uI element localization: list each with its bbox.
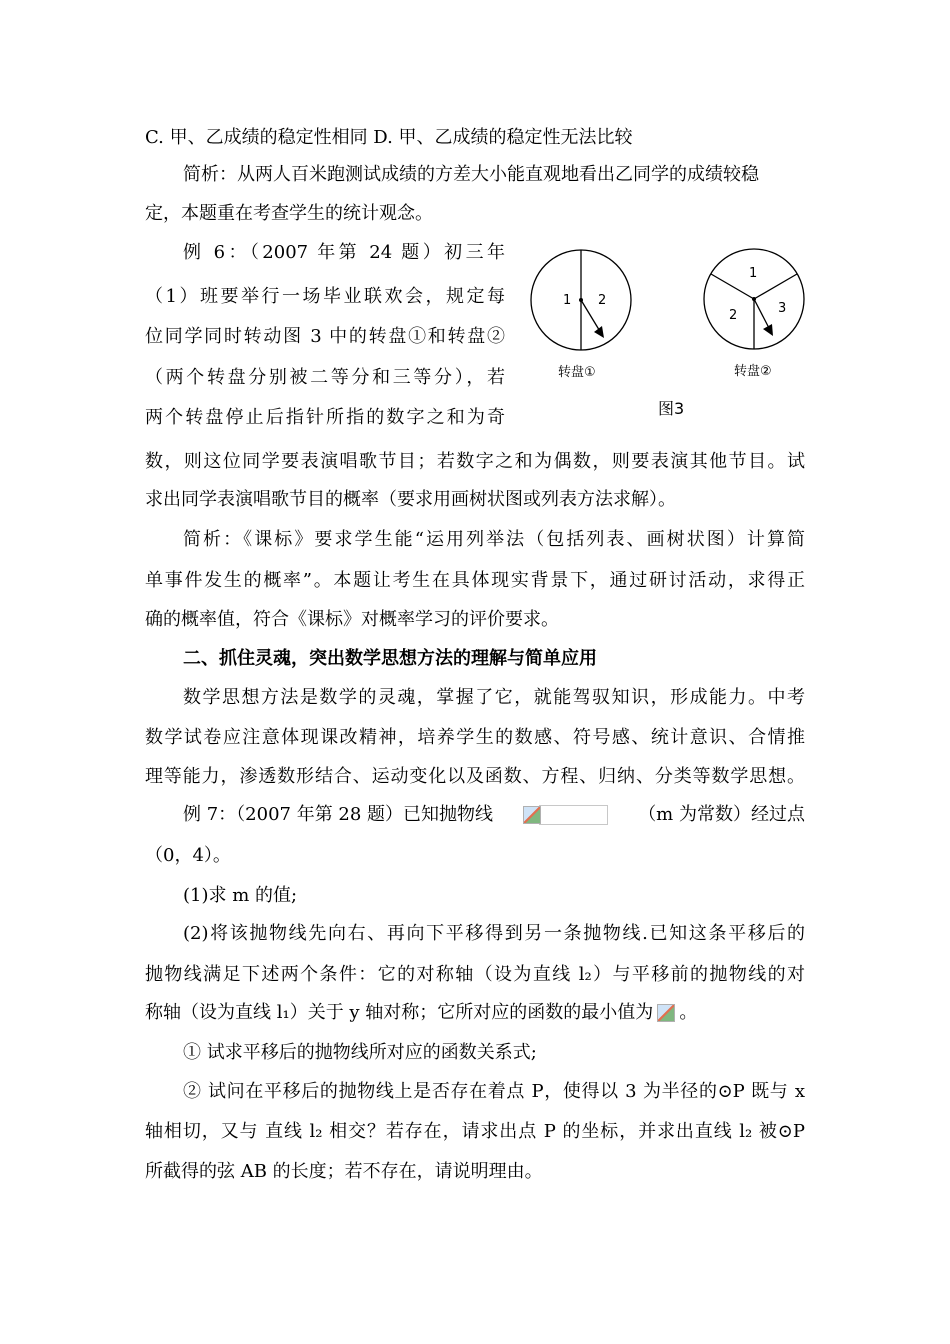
- spinner-2-label: 2: [729, 308, 738, 323]
- text-line: 定，本题重在考查学生的统计观念。: [145, 203, 433, 224]
- text-line: （1）班要举行一场毕业联欢会，规定每: [145, 286, 505, 307]
- text-line: 抛物线满足下述两个条件：它的对称轴（设为直线 l₂）与平移前的抛物线的对: [145, 964, 805, 985]
- question-1: (1)求 m 的值;: [183, 885, 298, 906]
- text-line: 数学试卷应注意体现课改精神，培养学生的数感、符号感、统计意识、合情推: [145, 727, 805, 748]
- text-line: 数，则这位同学要表演唱歌节目；若数字之和为偶数，则要表演其他节目。试: [145, 451, 805, 472]
- text-line: 数学思想方法是数学的灵魂，掌握了它，就能驾驭知识，形成能力。中考: [183, 687, 805, 708]
- section-heading: 二、抓住灵魂，突出数学思想方法的理解与简单应用: [183, 648, 597, 669]
- sub-question-1: ① 试求平移后的抛物线所对应的函数关系式;: [183, 1042, 537, 1063]
- sub-question-2: ② 试问在平移后的抛物线上是否存在着点 P，使得以 3 为半径的⊙P 既与 x: [183, 1081, 805, 1102]
- analysis-paragraph: 简析：《课标》要求学生能“运用列举法（包括列表、画树状图）计算简: [183, 529, 805, 550]
- broken-image-icon: [657, 1004, 675, 1022]
- example-6-title: 例 6：（2007 年第 24 题）初三年: [183, 242, 505, 263]
- text-fragment: 。: [679, 1002, 698, 1023]
- spinner-1-label: 2: [598, 293, 607, 308]
- text-line: 轴相切，又与 直线 l₂ 相交？若存在，请求出点 P 的坐标，并求出直线 l₂ 被⊙P: [145, 1121, 805, 1142]
- spinner-2-label: 3: [778, 301, 787, 316]
- text-line: （两个转盘分别被二等分和三等分），若: [145, 367, 505, 388]
- text-line: （0，4）。: [145, 845, 231, 866]
- text-line: 确的概率值，符合《课标》对概率学习的评价要求。: [145, 609, 559, 630]
- text-line: 位同学同时转动图 3 中的转盘①和转盘②: [145, 326, 505, 347]
- spinner-1-label: 1: [563, 293, 572, 308]
- example-7-title: [183, 803, 805, 827]
- question-2: (2)将该抛物线先向右、再向下平移得到另一条抛物线.已知这条平移后的: [183, 923, 805, 944]
- broken-image-icon: [523, 806, 541, 824]
- text-line: [145, 1001, 805, 1025]
- example-7-text: 例 7：（2007 年第 28 题）已知抛物线: [183, 804, 494, 825]
- spinner-figure: [520, 240, 820, 430]
- text-line: 所截得的弦 AB 的长度；若不存在，请说明理由。: [145, 1161, 543, 1182]
- text-line: 理等能力，渗透数形结合、运动变化以及函数、方程、归纳、分类等数学思想。: [145, 766, 805, 787]
- spinner-1-caption: 转盘①: [558, 365, 596, 380]
- figure-title: 图3: [658, 399, 685, 418]
- example-7-text-cont: （m 为常数）经过点: [638, 804, 805, 825]
- text-line: 求出同学表演唱歌节目的概率（要求用画树状图或列表方法求解）。: [145, 489, 676, 510]
- analysis-paragraph: 简析：从两人百米跑测试成绩的方差大小能直观地看出乙同学的成绩较稳: [183, 164, 759, 185]
- text-line: 两个转盘停止后指针所指的数字之和为奇: [145, 407, 505, 428]
- text-fragment: 称轴（设为直线 l₁）关于 y 轴对称；它所对应的函数的最小值为: [145, 1002, 654, 1023]
- spinner-2: [704, 249, 804, 379]
- formula-image: [523, 805, 608, 825]
- spinner-2-label: 1: [749, 266, 758, 281]
- option-line: C. 甲、乙成绩的稳定性相同 D. 甲、乙成绩的稳定性无法比较: [145, 127, 633, 148]
- text-line: 单事件发生的概率”。本题让考生在具体现实背景下，通过研讨活动，求得正: [145, 570, 805, 591]
- spinner-1: [531, 250, 631, 380]
- spinner-2-caption: 转盘②: [734, 364, 772, 379]
